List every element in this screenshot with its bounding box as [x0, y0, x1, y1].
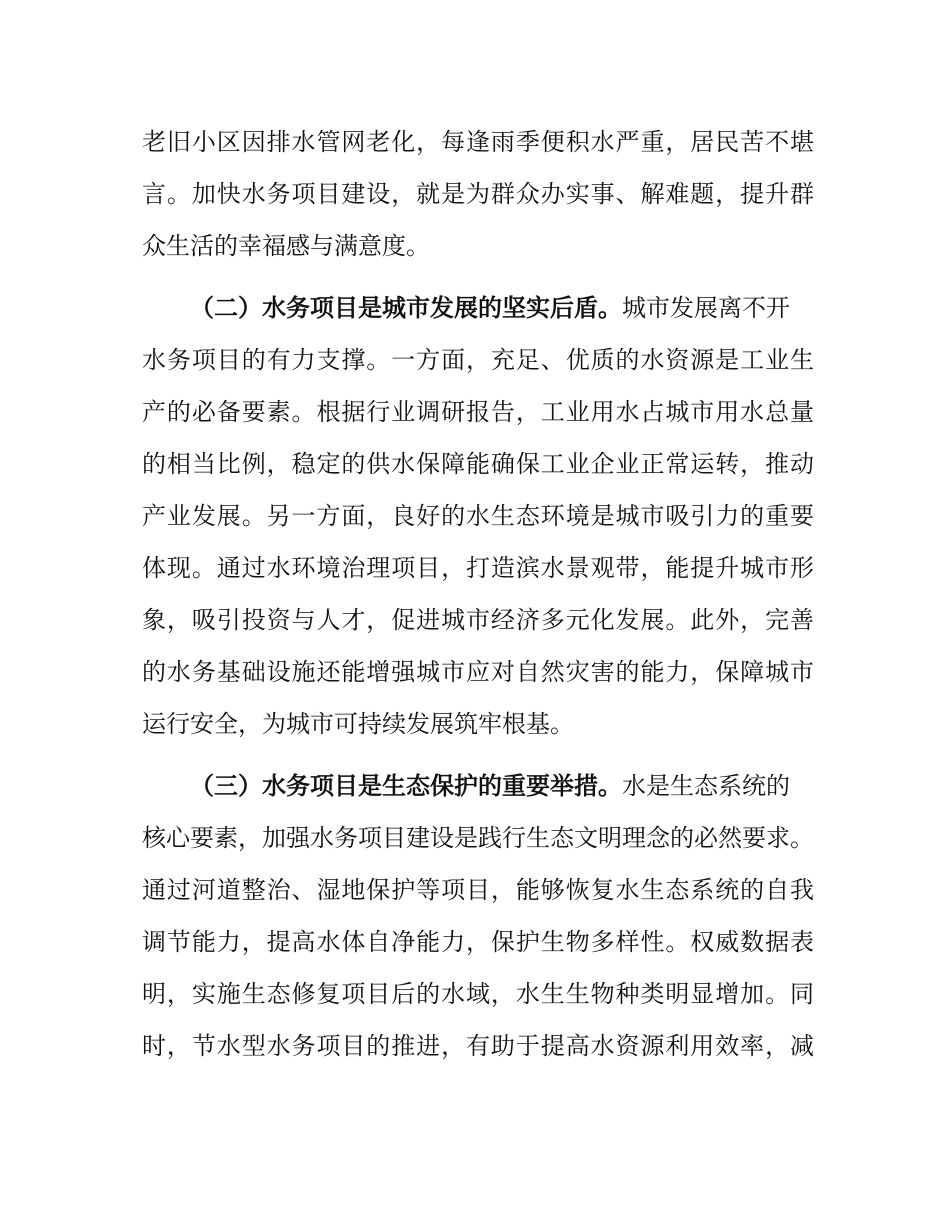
paragraph-3-first-line-rest: 水是生态系统的 [622, 772, 790, 800]
paragraph-3-line-6: 时，节水型水务项目的推进，有助于提高水资源利用效率，减 [142, 1032, 814, 1060]
paragraph-3-line-2: 核心要素，加强水务项目建设是践行生态文明理念的必然要求。 [142, 824, 814, 852]
paragraph-2-line-9: 运行安全，为城市可持续发展筑牢根基。 [142, 710, 574, 738]
paragraph-2-line-7: 象，吸引投资与人才，促进城市经济多元化发展。此外，完善 [142, 606, 814, 634]
paragraph-2-line-6: 体现。通过水环境治理项目，打造滨水景观带，能提升城市形 [142, 554, 814, 582]
paragraph-2-line-2: 水务项目的有力支撑。一方面，充足、优质的水资源是工业生 [142, 346, 814, 374]
paragraph-1-line-1: 老旧小区因排水管网老化，每逢雨季便积水严重，居民苦不堪 [142, 128, 814, 156]
paragraph-2-line-4: 的相当比例，稳定的供水保障能确保工业企业正常运转，推动 [142, 450, 814, 478]
paragraph-2-line-8: 的水务基础设施还能增强城市应对自然灾害的能力，保障城市 [142, 658, 814, 686]
paragraph-3-line-5: 明，实施生态修复项目后的水域，水生生物种类明显增加。同 [142, 980, 814, 1008]
paragraph-3-line-4: 调节能力，提高水体自净能力，保护生物多样性。权威数据表 [142, 928, 814, 956]
paragraph-3-line-3: 通过河道整治、湿地保护等项目，能够恢复水生态系统的自我 [142, 876, 814, 904]
paragraph-2-line-1 [190, 290, 814, 326]
paragraph-2-heading: （二）水务项目是城市发展的坚实后盾。 [190, 294, 622, 322]
paragraph-3-heading: （三）水务项目是生态保护的重要举措。 [190, 772, 622, 800]
paragraph-2-first-line-rest: 城市发展离不开 [622, 294, 790, 322]
paragraph-3-line-1 [190, 768, 814, 804]
paragraph-1-line-2: 言。加快水务项目建设，就是为群众办实事、解难题，提升群 [142, 180, 814, 208]
paragraph-2-line-5: 产业发展。另一方面，良好的水生态环境是城市吸引力的重要 [142, 502, 814, 530]
paragraph-1-line-3: 众生活的幸福感与满意度。 [142, 232, 430, 260]
paragraph-2-line-3: 产的必备要素。根据行业调研报告，工业用水占城市用水总量 [142, 398, 814, 426]
